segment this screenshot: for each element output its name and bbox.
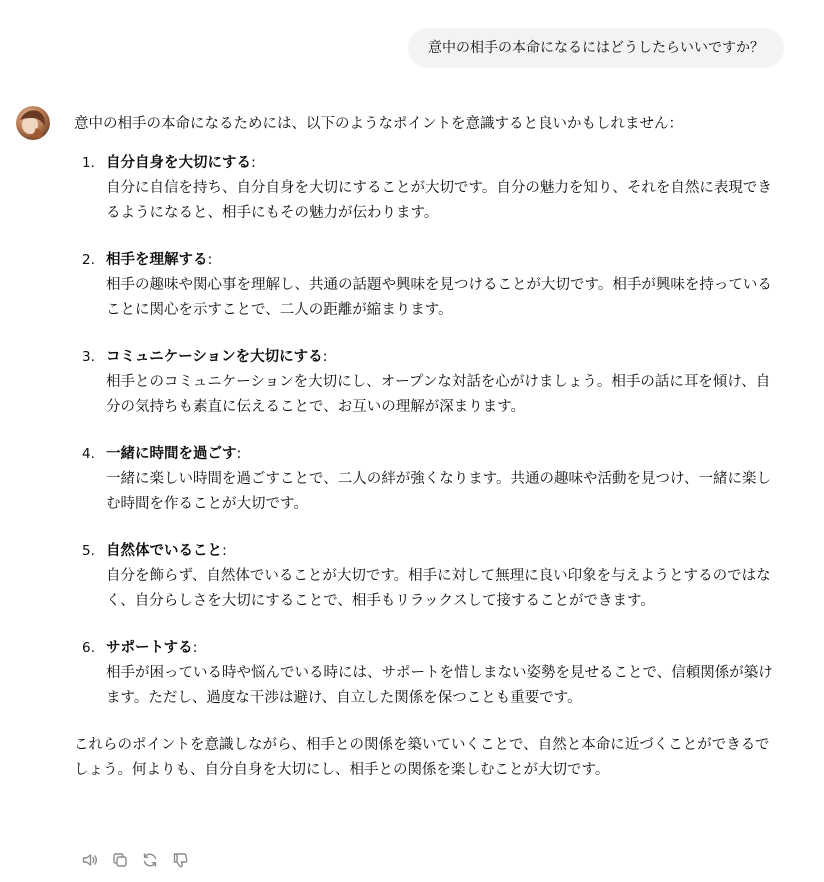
assistant-message	[74, 112, 784, 783]
point-body: 自分を飾らず、自然体でいることが大切です。相手に対して無理に良い印象を与えようとするのではなく、自分らしさを大切にすることで、相手もリラックスして接することができます。	[106, 568, 771, 609]
assistant-intro: 意中の相手の本命になるためには、以下のようなポイントを意識すると良いかもしれません：	[74, 116, 683, 132]
list-item	[74, 442, 784, 517]
copy-icon	[111, 851, 129, 869]
thumbs-down-icon	[171, 851, 189, 869]
point-body: 自分に自信を持ち、自分自身を大切にすることが大切です。自分の魅力を知り、それを自然に表現できるようになると、相手にもその魅力が伝わります。	[106, 180, 772, 221]
speaker-icon	[81, 851, 99, 869]
copy-button[interactable]	[110, 850, 130, 870]
list-number: 6.	[82, 640, 95, 656]
list-item	[74, 345, 784, 420]
list-number: 5.	[82, 543, 95, 559]
point-title: サポートする	[106, 640, 193, 656]
point-title: 一緒に時間を過ごす	[106, 446, 237, 462]
list-item	[74, 151, 784, 226]
list-number: 1.	[82, 155, 95, 171]
read-aloud-button[interactable]	[80, 850, 100, 870]
point-title: 自分自身を大切にする	[106, 155, 251, 171]
assistant-outro: これらのポイントを意識しながら、相手との関係を築いていくことで、自然と本命に近づくことができるでしょう。何よりも、自分自身を大切にし、相手との関係を楽しむことが大切です。	[74, 737, 770, 778]
user-message-row	[408, 28, 784, 68]
point-body: 相手とのコミュニケーションを大切にし、オープンな対話を心がけましょう。相手の話に耳を傾け、自分の気持ちも素直に伝えることで、お互いの理解が深まります。	[106, 374, 771, 415]
list-item	[74, 636, 784, 711]
point-colon: :	[236, 446, 242, 462]
point-title: コミュニケーションを大切にする	[106, 349, 323, 365]
assistant-avatar	[16, 106, 50, 140]
thumbs-down-button[interactable]	[170, 850, 190, 870]
point-colon: :	[322, 349, 328, 365]
user-message-bubble: 意中の相手の本命になるにはどうしたらいいですか？	[408, 28, 784, 68]
point-title: 自然体でいること	[106, 543, 222, 559]
point-title: 相手を理解する	[106, 252, 208, 268]
point-body: 一緒に楽しい時間を過ごすことで、二人の絆が強くなります。共通の趣味や活動を見つけ、一緒に楽しむ時間を作ることが大切です。	[106, 471, 771, 512]
point-colon: :	[192, 640, 198, 656]
list-item	[74, 539, 784, 614]
point-body: 相手の趣味や関心事を理解し、共通の話題や興味を見つけることが大切です。相手が興味を持っていることに関心を示すことで、二人の距離が縮まります。	[106, 277, 772, 318]
list-number: 2.	[82, 252, 95, 268]
points-list	[74, 151, 784, 711]
list-number: 4.	[82, 446, 95, 462]
list-number: 3.	[82, 349, 95, 365]
regenerate-icon	[141, 851, 159, 869]
point-colon: :	[207, 252, 213, 268]
point-body: 相手が困っている時や悩んでいる時には、サポートを惜しまない姿勢を見せることで、信頼関係が築けます。ただし、過度な干渉は避け、自立した関係を保つことも重要です。	[106, 665, 773, 706]
regenerate-button[interactable]	[140, 850, 160, 870]
point-colon: :	[222, 543, 227, 559]
avatar-icon	[16, 106, 50, 140]
list-item	[74, 248, 784, 323]
message-actions	[80, 850, 190, 870]
point-colon: :	[251, 155, 256, 171]
